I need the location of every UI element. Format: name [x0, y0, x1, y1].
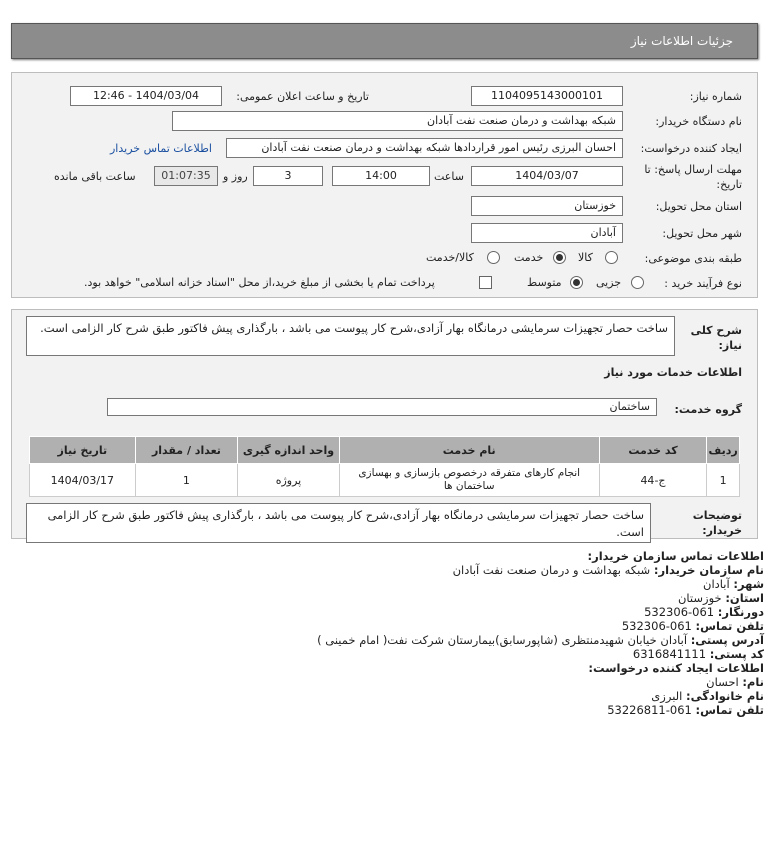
process-option-medium: متوسط [527, 276, 562, 289]
col-unit: واحد اندازه گیری [238, 437, 340, 464]
service-date: 1404/03/17 [30, 464, 136, 497]
service-unit: پروژه [238, 464, 340, 497]
category-option-goods-service: کالا/خدمت [426, 251, 474, 264]
creator-phone: تلفن تماس: 061-53226811 [607, 703, 764, 717]
category-radio-goods[interactable] [605, 251, 618, 264]
contact-address: آدرس پستی: آبادان خیابان شهیدمنتظری (شاپورسابق)بیمارستان شرکت نفت( امام خمینی ) [317, 633, 764, 647]
creator-family: نام خانوادگی: البرزی [651, 689, 764, 703]
days-label: روز و [223, 170, 248, 183]
contact-org: نام سازمان خریدار: شبکه بهداشت و درمان صنعت نفت آبادان [452, 563, 764, 577]
buyer-notes-label-2: خریدار: [702, 524, 742, 537]
col-row: ردیف [707, 437, 740, 464]
services-table [29, 436, 740, 497]
deadline-time-field[interactable]: 14:00 [332, 166, 430, 186]
contact-postal: کد پستی: 6316841111 [632, 647, 764, 661]
page-header [11, 23, 758, 59]
category-radio-service[interactable] [553, 251, 566, 264]
creator-label: ایجاد کننده درخواست: [640, 142, 742, 155]
row-number: 1 [707, 464, 740, 497]
remaining-time-field: 01:07:35 [154, 166, 218, 186]
contact-city: شهر: آبادان [703, 577, 764, 591]
col-name: نام خدمت [339, 437, 599, 464]
summary-text: ساخت حصار تجهیزات سرمایشی درمانگاه بهار آزادی،شرح کار پیوست می باشد ، بارگذاری پیش فاکتور طبق شرح کار الزامی است. [26, 316, 675, 356]
services-table-header [30, 437, 740, 464]
creator-field[interactable]: احسان البرزی رئیس امور قراردادها شبکه بهداشت و درمان صنعت نفت آبادان [226, 138, 623, 158]
services-section-title: اطلاعات خدمات مورد نیاز [604, 366, 742, 379]
province-field[interactable]: خوزستان [471, 196, 623, 216]
buyer-notes-text: ساخت حصار تجهیزات سرمایشی درمانگاه بهار آزادی،شرح کار پیوست می باشد ، بارگذاری پیش فاکتور طبق شرح کار الزامی است. [26, 503, 651, 543]
deadline-label: مهلت ارسال پاسخ: تا [644, 163, 742, 176]
buyer-org-label: نام دستگاه خریدار: [655, 115, 742, 128]
service-code: ج-44 [599, 464, 707, 497]
contact-section [317, 549, 764, 717]
service-qty: 1 [135, 464, 238, 497]
treasury-payment-checkbox[interactable] [479, 276, 492, 289]
contact-fax: دورنگار: 061-532306 [644, 605, 764, 619]
process-radio-medium[interactable] [570, 276, 583, 289]
city-label: شهر محل تحویل: [662, 227, 742, 240]
remaining-time-label: ساعت باقی مانده [54, 170, 136, 183]
summary-label-2: نیاز: [718, 339, 742, 352]
announce-date-field[interactable]: 1404/03/04 - 12:46 [70, 86, 222, 106]
summary-label: شرح کلی [690, 324, 742, 337]
process-radio-minor[interactable] [631, 276, 644, 289]
city-field[interactable]: آبادان [471, 223, 623, 243]
buyer-contact-link[interactable]: اطلاعات تماس خریدار [110, 142, 212, 155]
need-number-label: شماره نیاز: [689, 90, 742, 103]
need-number-field[interactable]: 1104095143000101 [471, 86, 623, 106]
category-option-goods: کالا [578, 251, 593, 264]
category-option-service: خدمت [514, 251, 544, 264]
page-title: جزئیات اطلاعات نیاز [630, 34, 733, 48]
deadline-time-label: ساعت [434, 170, 464, 183]
service-name: انجام کارهای متفرقه درخصوص بازسازی و بهسازی ساختمان ها [339, 464, 599, 497]
announce-date-label: تاریخ و ساعت اعلان عمومی: [236, 90, 369, 103]
days-field[interactable]: 3 [253, 166, 323, 186]
deadline-date-field[interactable]: 1404/03/07 [471, 166, 623, 186]
creator-info-title: اطلاعات ایجاد کننده درخواست: [588, 661, 764, 675]
deadline-label-2: تاریخ: [716, 178, 742, 191]
process-option-minor: جزیی [596, 276, 622, 289]
service-group-label: گروه خدمت: [674, 403, 742, 416]
process-type-label: نوع فرآیند خرید : [664, 277, 742, 290]
service-group-field[interactable]: ساختمان [107, 398, 657, 416]
table-row[interactable] [30, 464, 740, 497]
col-qty: تعداد / مقدار [135, 437, 238, 464]
col-date: تاریخ نیاز [30, 437, 136, 464]
treasury-payment-note: پرداخت تمام یا بخشی از مبلغ خرید،از محل "اسناد خزانه اسلامی" خواهد بود. [84, 276, 435, 289]
category-radio-goods-service[interactable] [487, 251, 500, 264]
creator-name: نام: احسان [706, 675, 764, 689]
province-label: استان محل تحویل: [655, 200, 742, 213]
contact-province: استان: خوزستان [677, 591, 764, 605]
contact-title: اطلاعات تماس سازمان خریدار: [587, 549, 764, 563]
col-code: کد خدمت [599, 437, 707, 464]
category-label: طبقه بندی موضوعی: [644, 252, 742, 265]
buyer-org-field[interactable]: شبکه بهداشت و درمان صنعت نفت آبادان [172, 111, 623, 131]
buyer-notes-label: توضیحات [692, 509, 742, 522]
contact-phone: تلفن تماس: 061-532306 [621, 619, 764, 633]
